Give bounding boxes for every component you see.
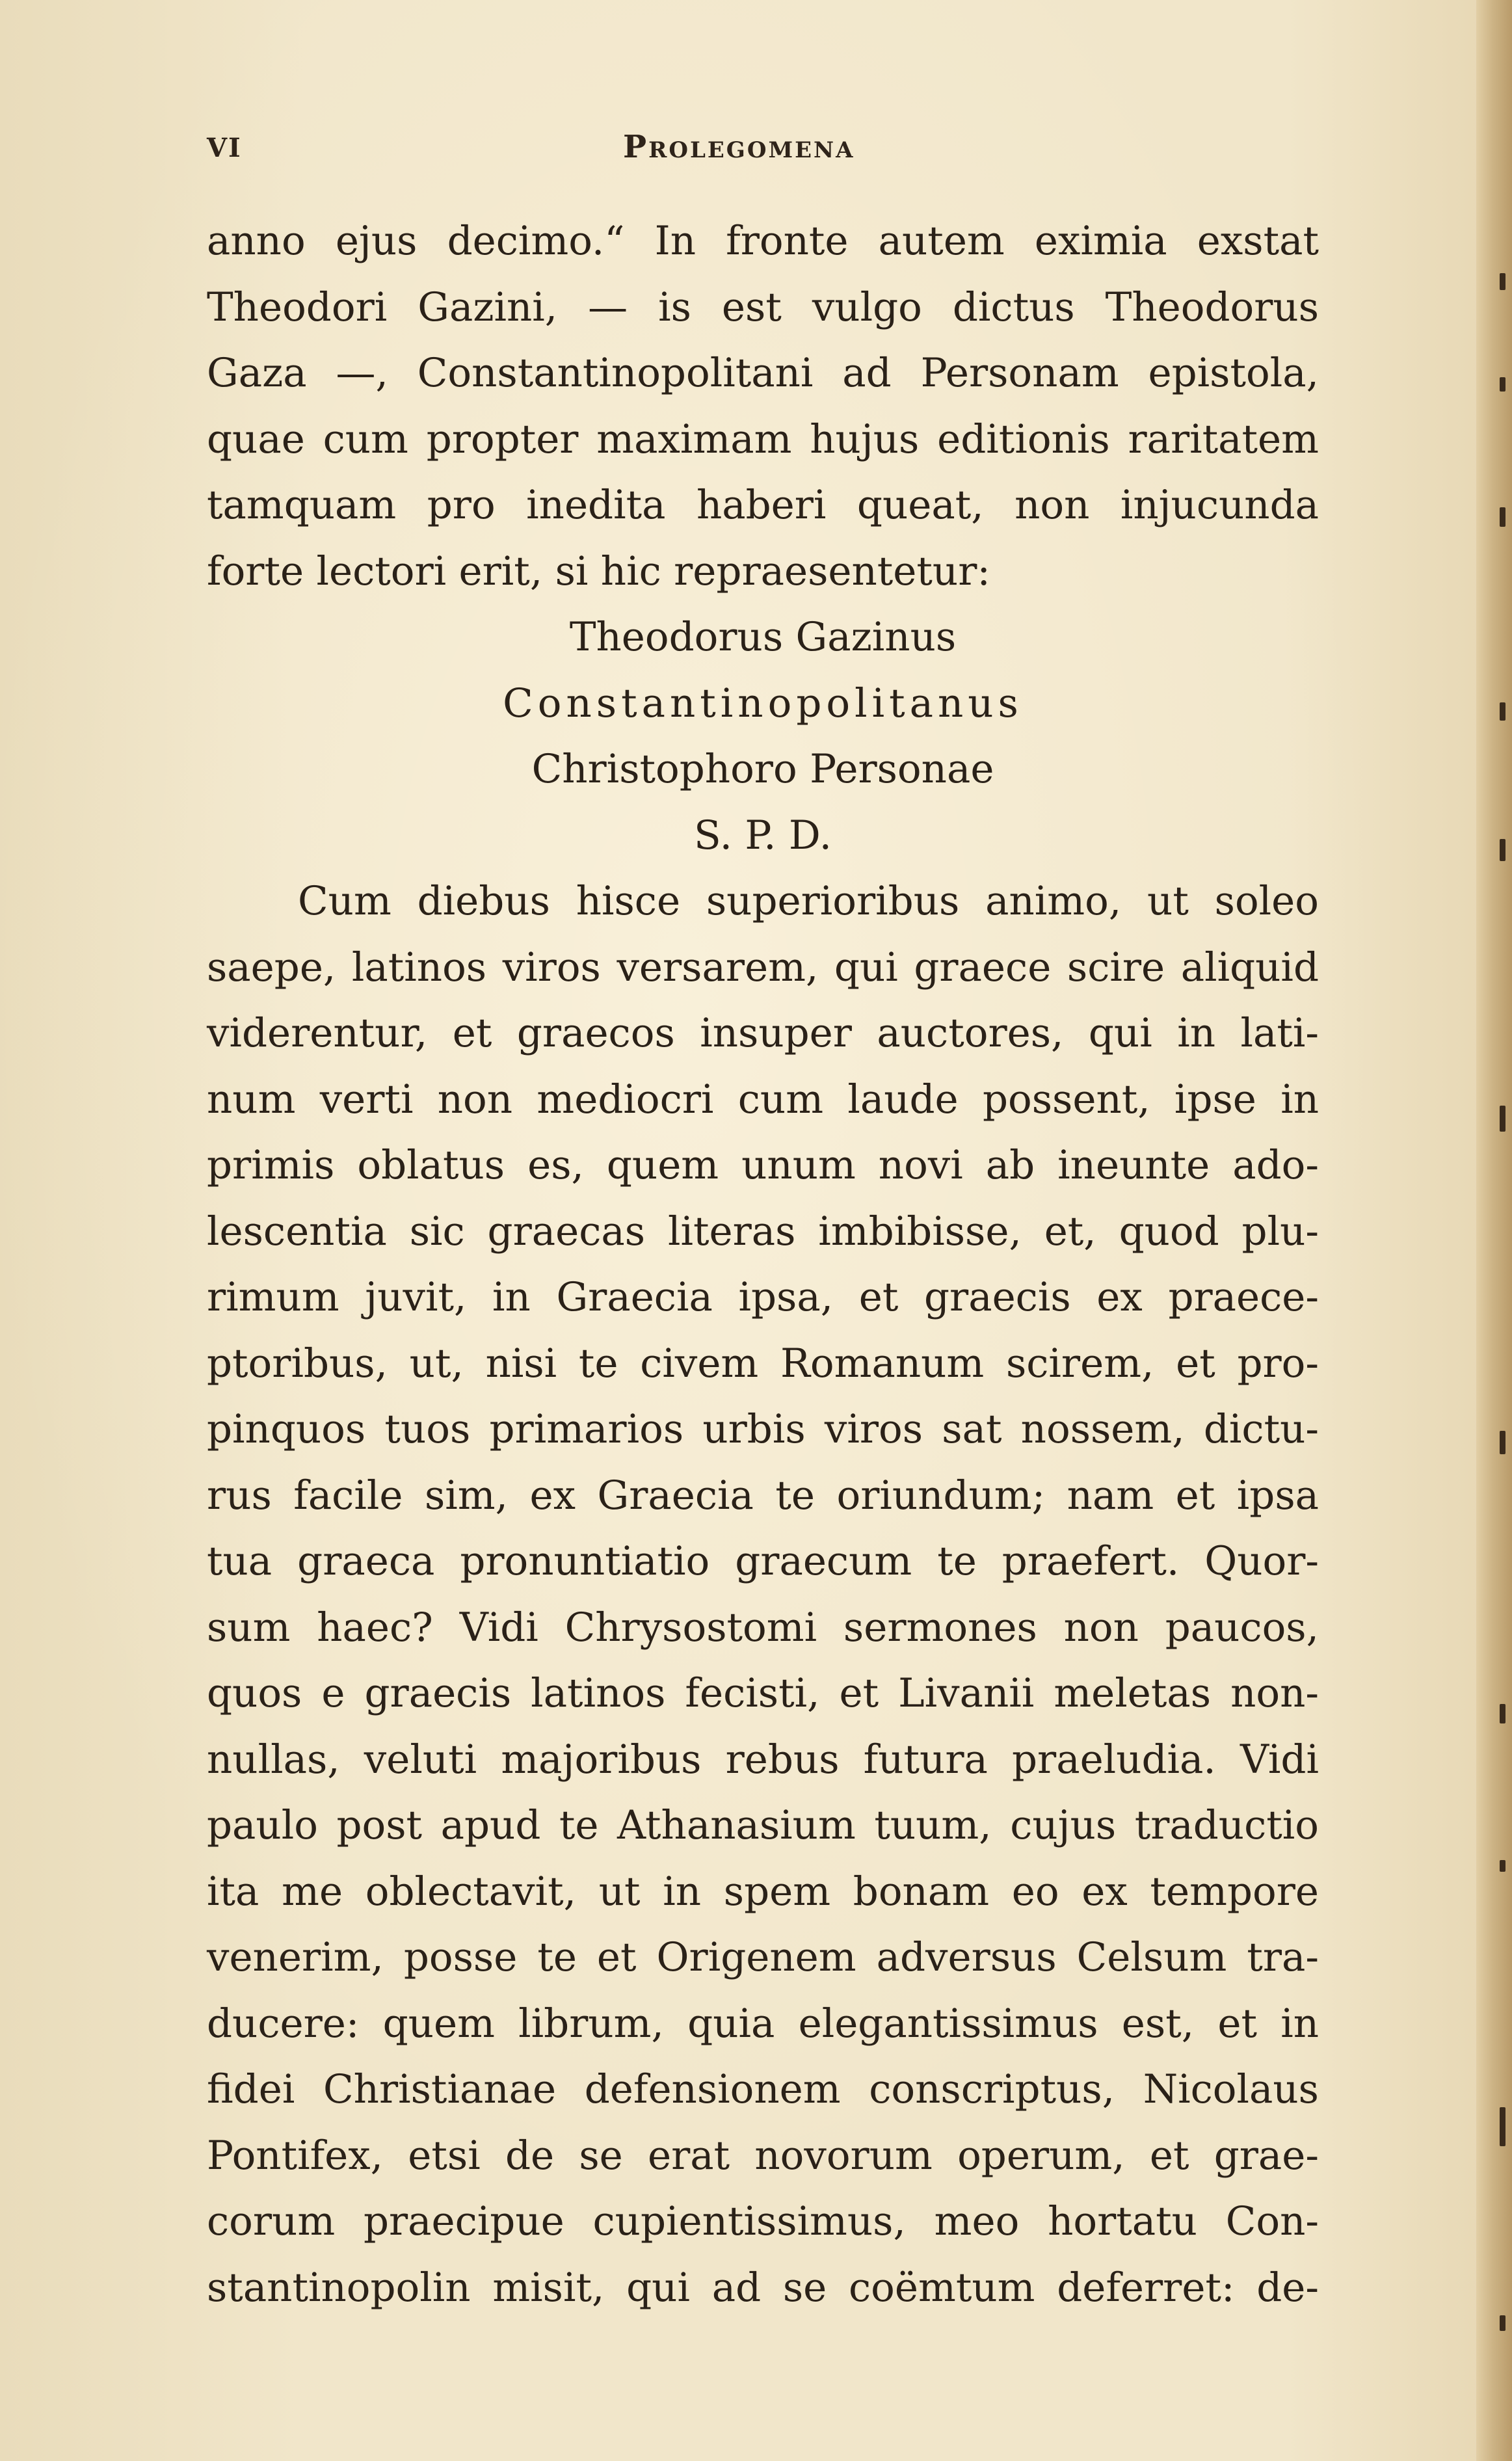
letter-line: venerim, posse te et Origenem adversus Celsum tra- [207, 1934, 1319, 1980]
letter-line: num verti non mediocri cum laude possent, ipse in [207, 1076, 1319, 1123]
text-block [207, 208, 1319, 2321]
edge-mark [1500, 839, 1505, 861]
text-line: quae cum propter maximam hujus editionis raritatem [207, 416, 1319, 462]
letter-line: ducere: quem librum, quia elegantissimus est, et in [207, 2000, 1319, 2047]
letter-line: stantinopolin misit, qui ad se coëmtum deferret: de- [207, 2264, 1319, 2311]
text-line: tamquam pro inedita haberi queat, non injucunda [207, 482, 1319, 528]
edge-mark [1500, 1106, 1505, 1132]
edge-mark [1500, 377, 1505, 392]
page-number: VI [207, 133, 242, 163]
letter-line: nullas, veluti majoribus rebus futura praeludia. Vidi [207, 1736, 1319, 1783]
letter-line: corum praecipue cupientissimus, meo hortatu Con- [207, 2198, 1319, 2244]
text-line: Gaza —, Constantinopolitani ad Personam epistola, [207, 350, 1319, 396]
letter-line: ita me oblectavit, ut in spem bonam eo ex tempore [207, 1868, 1319, 1915]
edge-mark [1500, 1431, 1505, 1454]
letter-line: viderentur, et graecos insuper auctores, qui in lati- [207, 1010, 1319, 1056]
edge-mark [1500, 1704, 1505, 1723]
letter-line: ptoribus, ut, nisi te civem Romanum scirem, et pro- [207, 1340, 1319, 1387]
text-line: anno ejus decimo.“ In fronte autem eximia exstat [207, 218, 1319, 264]
letter-line: paulo post apud te Athanasium tuum, cujus traductio [207, 1802, 1319, 1848]
running-head [207, 124, 1319, 182]
edge-mark [1500, 1860, 1505, 1872]
page-edge-shadow [1476, 0, 1512, 2461]
letter-line: primis oblatus es, quem unum novi ab ineunte ado- [207, 1142, 1319, 1188]
letter-line: rus facile sim, ex Graecia te oriundum; nam et ipsa [207, 1472, 1319, 1519]
edge-mark [1500, 2315, 1505, 2331]
letter-line: Pontifex, etsi de se erat novorum operum, et grae- [207, 2132, 1319, 2179]
letter-line: sum haec? Vidi Chrysostomi sermones non paucos, [207, 1604, 1319, 1651]
text-line: forte lectori erit, si hic repraesentetur: [207, 548, 990, 594]
edge-mark [1500, 507, 1505, 527]
letter-line: fidei Christianae defensionem conscriptus, Nicolaus [207, 2066, 1319, 2112]
letter-line: tua graeca pronuntiatio graecum te praefert. Quor- [207, 1538, 1319, 1584]
running-title: Prolegomena [623, 129, 855, 165]
letter-line: lescentia sic graecas literas imbibisse, et, quod plu- [207, 1208, 1319, 1255]
letter-line: rimum juvit, in Graecia ipsa, et graecis ex praece- [207, 1274, 1319, 1320]
letter-line: Cum diebus hisce superioribus animo, ut soleo [298, 878, 1319, 924]
salutation-origin: Constantinopolitanus [503, 680, 1023, 726]
edge-mark [1500, 702, 1505, 721]
salutation-sender: Theodorus Gazinus [569, 614, 957, 660]
letter-line: pinquos tuos primarios urbis viros sat nossem, dictu- [207, 1406, 1319, 1452]
edge-mark [1500, 2107, 1505, 2146]
salutation-greeting: S. P. D. [694, 812, 832, 858]
salutation-recipient: Christophoro Personae [531, 746, 994, 792]
letter-line: saepe, latinos viros versarem, qui graece scire aliquid [207, 944, 1319, 991]
text-line: Theodori Gazini, — is est vulgo dictus Theodorus [207, 284, 1319, 330]
letter-line: quos e graecis latinos fecisti, et Livanii meletas non- [207, 1670, 1319, 1716]
edge-mark [1500, 273, 1505, 290]
